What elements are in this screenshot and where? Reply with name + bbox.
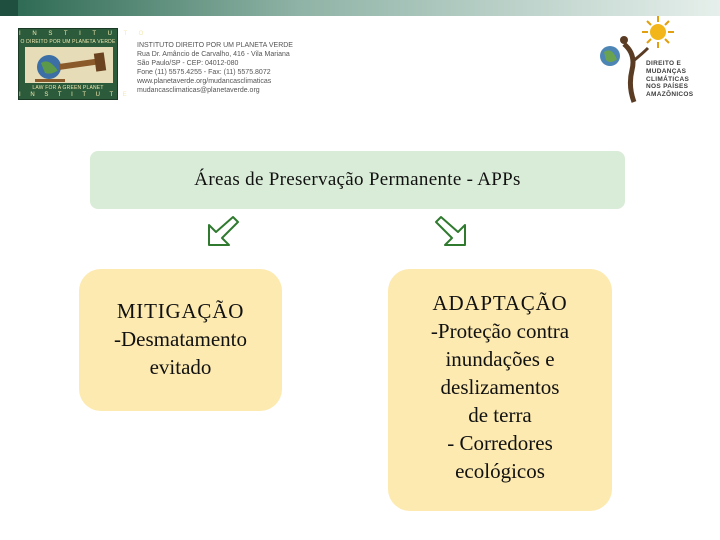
address-line: São Paulo/SP - CEP: 04012-080 — [137, 60, 239, 67]
address-block — [137, 41, 337, 95]
slide-title: Áreas de Preservação Permanente - APPs — [194, 169, 521, 190]
title-box — [90, 151, 625, 209]
logo-line: CLIMÁTICAS — [646, 75, 690, 83]
logo-third-text: LAW FOR A GREEN PLANET — [32, 85, 104, 91]
logo-second-text: O DIREITO POR UM PLANETA VERDE — [20, 39, 116, 45]
logo-line: DIREITO E — [646, 60, 682, 67]
logo-line: MUDANÇAS — [646, 67, 687, 75]
adaptation-line: - Corredores — [447, 431, 553, 455]
logo-line: NOS PAÍSES — [646, 83, 689, 91]
address-line: Rua Dr. Amâncio de Carvalho, 416 - Vila Mariana — [137, 51, 290, 58]
address-line: www.planetaverde.org/mudancasclimaticas — [137, 78, 272, 85]
climate-logo-text — [646, 60, 708, 99]
adaptation-line: de terra — [468, 403, 532, 427]
logo-top-text: I N S T I T U T O — [19, 31, 149, 37]
arrow-down-left-icon — [205, 213, 241, 249]
address-line: INSTITUTO DIREITO POR UM PLANETA VERDE — [137, 42, 293, 49]
adaptation-line: deslizamentos — [440, 375, 560, 399]
address-line: mudancasclimaticas@planetaverde.org — [137, 87, 260, 94]
mitigation-box — [79, 269, 282, 411]
adaptation-line: ecológicos — [455, 459, 545, 483]
adaptation-line: inundações e — [445, 347, 555, 371]
top-bar-dark-segment — [0, 0, 18, 16]
mitigation-line: evitado — [149, 355, 212, 379]
address-line: Fone (11) 5575.4255 - Fax: (11) 5575.8072 — [137, 69, 271, 76]
climate-logo — [596, 14, 708, 110]
mitigation-line: -Desmatamento — [114, 327, 247, 351]
adaptation-box — [388, 269, 612, 511]
adaptation-heading: ADAPTAÇÃO — [432, 291, 568, 315]
institute-logo — [18, 28, 149, 100]
adaptation-line: -Proteção contra — [430, 319, 570, 343]
logo-bottom-text: I N S T I T U T E — [19, 92, 131, 98]
logo-illustration — [25, 47, 113, 83]
mitigation-heading: MITIGAÇÃO — [116, 299, 245, 323]
globe-icon — [600, 46, 620, 66]
logo-line: AMAZÔNICOS — [646, 91, 694, 99]
arrow-down-right-icon — [433, 213, 469, 249]
